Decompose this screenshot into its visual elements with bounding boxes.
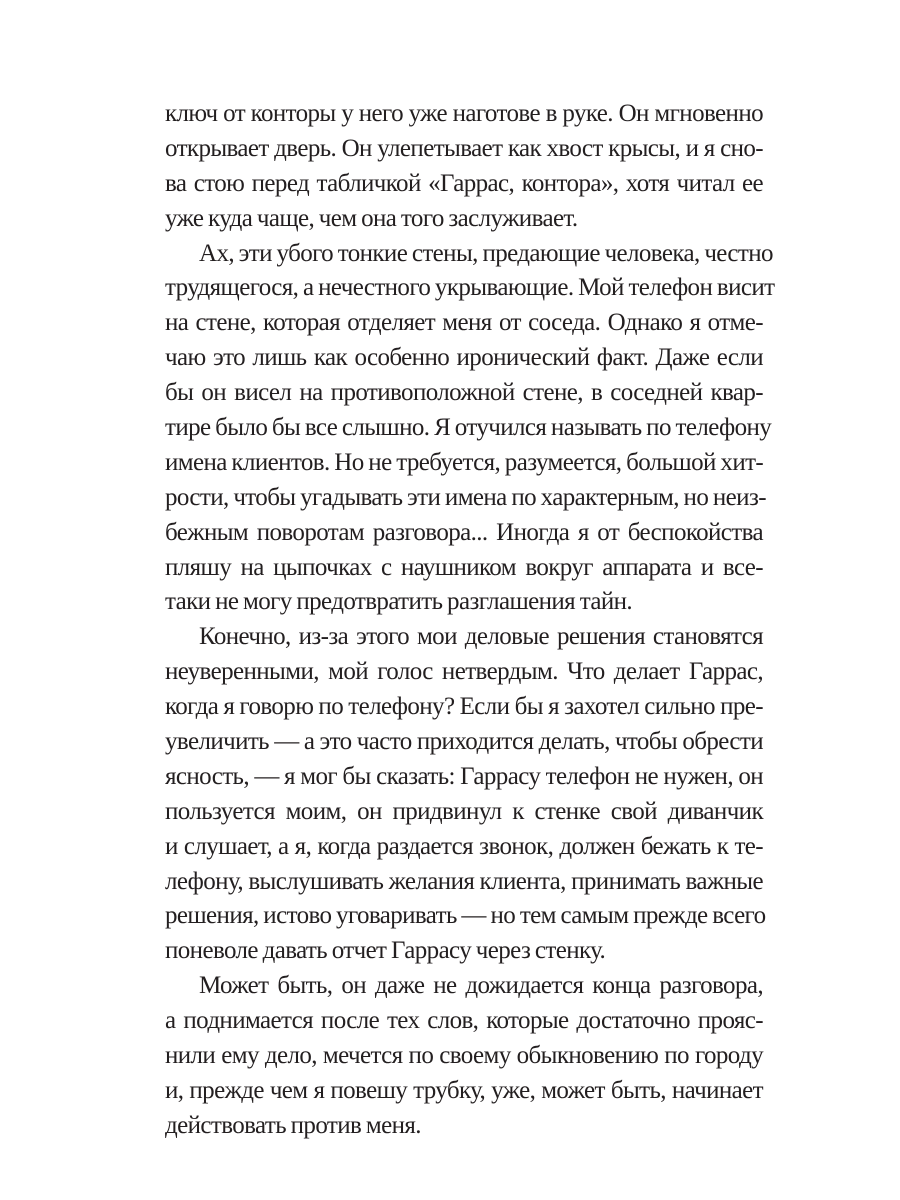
text-line: уже куда чаще, чем она того заслуживает. [165, 204, 578, 232]
text-line: нили ему дело, мечется по своему обыкновению по городу [165, 1042, 763, 1070]
text-line: бежным поворотам разговора... Иногда я от беспокойства [165, 518, 763, 546]
text-line: ключ от конторы у него уже наготове в руке. Он мгновенно [165, 100, 763, 127]
text-line: Конечно, из-за этого мои деловые решения становятся [199, 623, 763, 651]
text-line: и слушает, а я, когда раздается звонок, должен бежать к те- [165, 832, 763, 860]
text-line: бы он висел на противоположной стене, в соседней квар- [165, 379, 763, 407]
text-line: чаю это лишь как особенно иронический факт. Даже если [165, 344, 763, 372]
text-line: поневоле давать отчет Гаррасу через стенку. [165, 937, 606, 965]
text-line: когда я говорю по телефону? Если бы я захотел сильно пре- [165, 693, 763, 721]
text-line: рости, чтобы угадывать эти имена по характерным, но неиз- [165, 483, 766, 511]
text-line: увеличить — а это часто приходится делать, чтобы обрести [165, 728, 763, 756]
text-line: имена клиентов. Но не требуется, разумеется, большой хит- [165, 448, 764, 476]
text-line: открывает дверь. Он улепетывает как хвост крысы, и я сно- [165, 134, 763, 162]
text-line: Ах, эти убого тонкие стены, предающие человека, честно [199, 239, 773, 267]
paragraph-2 [165, 237, 775, 621]
text-line: пользуется моим, он придвинул к стенке свой диванчик [165, 797, 763, 825]
paragraph-1 [165, 97, 763, 237]
text-line: трудящегося, а нечестного укрывающие. Мой телефон висит [165, 274, 775, 302]
text-line: лефону, выслушивать желания клиента, принимать важные [165, 867, 763, 895]
paragraph-3 [165, 620, 766, 969]
text-line: таки не могу предотвратить разглашения тайн. [165, 588, 633, 616]
text-line: неуверенными, мой голос нетвердым. Что делает Гаррас, [165, 658, 763, 686]
text-line: пляшу на цыпочках с наушником вокруг аппарата и все- [165, 553, 763, 581]
text-line: а поднимается после тех слов, которые достаточно прояс- [165, 1007, 763, 1035]
text-line: и, прежде чем я повешу трубку, уже, может быть, начинает [165, 1076, 763, 1104]
paragraph-4 [165, 969, 763, 1143]
text-line: решения, истово уговаривать — но тем самым прежде всего [165, 902, 766, 930]
text-line: тире было бы все слышно. Я отучился называть по телефону [165, 414, 772, 442]
text-line: ва стою перед табличкой «Гаррас, контора», хотя читал ее [165, 169, 763, 197]
text-line: на стене, которая отделяет меня от соседа. Однако я отме- [165, 309, 763, 337]
text-line: ясность, — я мог бы сказать: Гаррасу телефон не нужен, он [165, 762, 763, 790]
book-page-text [165, 97, 775, 1144]
text-line: Может быть, он даже не дожидается конца разговора, [199, 972, 763, 1000]
text-line: действовать против меня. [165, 1111, 421, 1139]
